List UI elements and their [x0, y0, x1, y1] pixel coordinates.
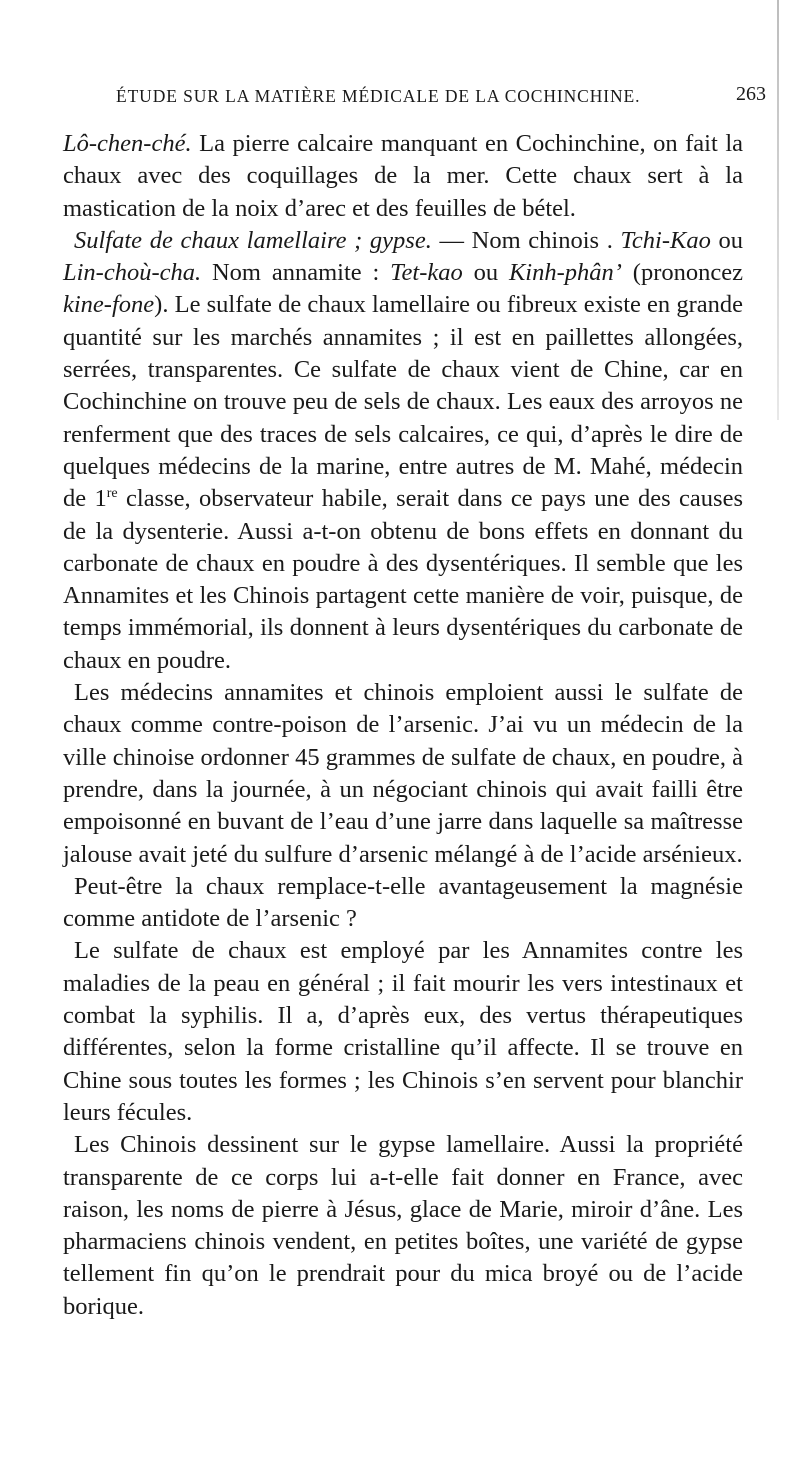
- paragraph-gypse-lamellaire: Les Chinois dessinent sur le gypse lamellaire. Aussi la propriété transparente de ce corps lui a-t-elle fait donner en France, avec raison, les noms de pierre à Jésus, glace de Marie, miroir d’âne. Les pharmaciens chinois vendent, en petites boîtes, une variété de gypse tellement fin qu’on le prendrait pour du mica broyé ou de l’acide borique.: [63, 1131, 743, 1320]
- annamite-name: Tet-kao: [390, 259, 463, 287]
- section-heading: Sulfate de chaux lamellaire ; gypse.: [74, 226, 432, 254]
- paragraph-text: Nom annamite :: [201, 259, 391, 287]
- paragraph-text: (prononcez: [621, 259, 743, 287]
- page-number: 263: [736, 83, 766, 105]
- paragraph-antidote: Peut-être la chaux remplace-t-elle avantageusement la magnésie comme antidote de l’arsenic ?: [63, 872, 743, 933]
- paragraph-sulfate-de-chaux: [63, 225, 743, 677]
- running-title: ÉTUDE SUR LA MATIÈRE MÉDICALE DE LA COCHINCHINE.: [116, 86, 641, 106]
- chinese-name: Lin-choù-cha.: [63, 259, 202, 287]
- annamite-name: Kinh-phân’: [508, 259, 622, 287]
- page-edge-line: [777, 0, 779, 420]
- paragraph-text: La pierre calcaire manquant en Cochinchine, on fait la chaux avec des coquillages de la mer. Cette chaux sert à la mastication de la noix d’arec et des feuilles de bétel.: [63, 130, 743, 222]
- paragraph-usages: Le sulfate de chaux est employé par les Annamites contre les maladies de la peau en général ; il fait mourir les vers intestinaux et combat la syphilis. Il a, d’après eux, des vertus thérapeutiques différentes, selon la forme cristalline qu’il affecte. Il se trouve en Chine sous toutes les formes ; les Chinois s’en servent pour blanchir leurs fécules.: [63, 937, 743, 1126]
- body-text: [63, 128, 743, 1323]
- paragraph-text: classe, observateur habile, serait dans ce pays une des causes de la dysenterie. Aussi a-t-on obtenu de bons effets en donnant du carbonate de chaux en poudre à des dysentériques. Il semble que les Annamites et les Chinois partagent cette manière de voir, puisque, de temps immémorial, ils donnent à leurs dysentériques du carbonate de chaux en poudre.: [63, 485, 743, 674]
- chinese-name: Tchi-Kao: [620, 226, 711, 254]
- paragraph-text: ou: [462, 259, 509, 287]
- ordinal-superscript: re: [106, 486, 118, 502]
- page-header: [116, 83, 766, 116]
- paragraph-text: ). Le sulfate de chaux lamellaire ou fibreux existe en grande quantité sur les marchés annamites ; il est en paillettes allongées, serrées, transparentes. Ce sulfate de chaux vient de Chine, car en Cochinchine on trouve peu de sels de chaux. Les eaux des arroyos ne renferment que des traces de sels calcaires, ce qui, d’après le dire de quelques médecins de la marine, entre autres de M. Mahé, médecin de 1: [63, 291, 743, 513]
- paragraph-text: ou: [710, 226, 744, 254]
- paragraph-lo-chen-che: [63, 128, 743, 225]
- pronunciation: kine-fone: [63, 291, 155, 319]
- paragraph-text: — Nom chinois .: [431, 226, 621, 254]
- paragraph-contre-poison: Les médecins annamites et chinois emploient aussi le sulfate de chaux comme contre-poison de l’arsenic. J’ai vu un médecin de la ville chinoise ordonner 45 grammes de sulfate de chaux, en poudre, à prendre, dans la journée, à un négociant chinois qui avait failli être empoisonné en buvant de l’eau d’une jarre dans laquelle sa maîtresse jalouse avait jeté du sulfure d’arsenic mélangé à de l’acide arsénieux.: [63, 679, 743, 868]
- term-lo-chen-che: Lô-chen-ché.: [63, 130, 192, 157]
